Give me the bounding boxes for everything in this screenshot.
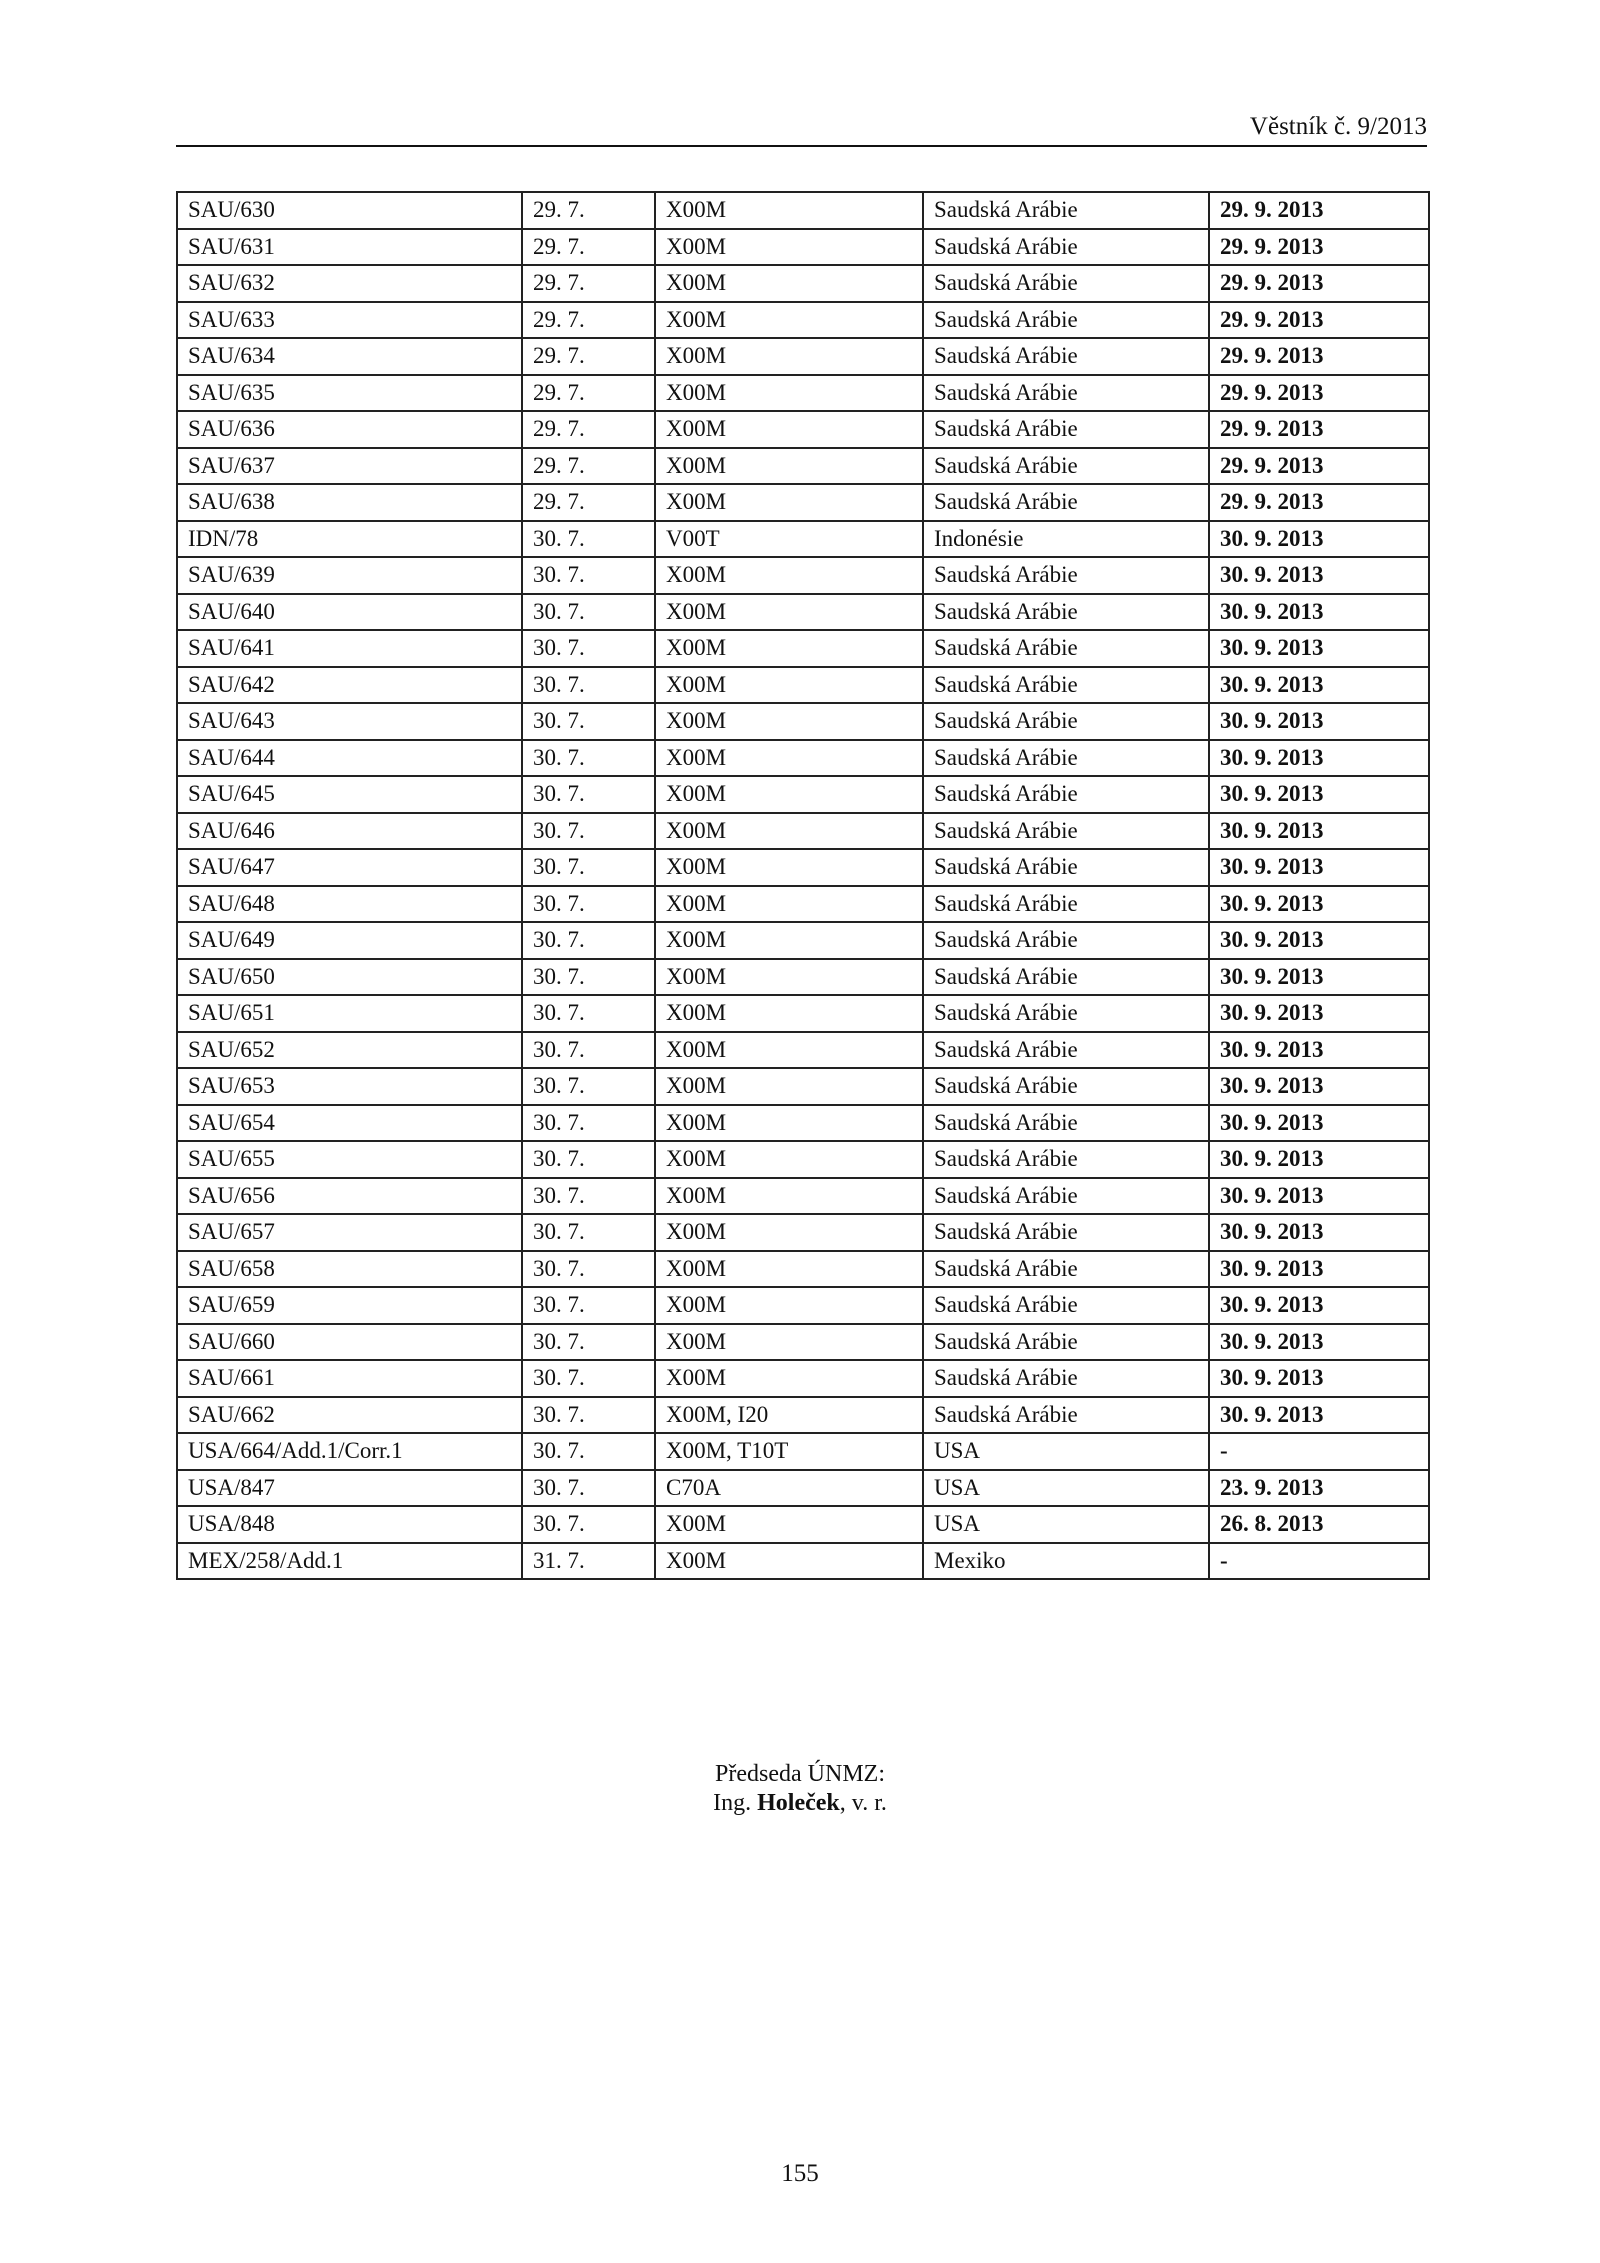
deadline-cell: 30. 9. 2013 [1209, 557, 1429, 594]
table-row [177, 521, 1429, 558]
table-row [177, 813, 1429, 850]
symbol-cell: SAU/649 [177, 922, 522, 959]
code-cell: X00M [655, 594, 923, 631]
received-cell: 30. 7. [522, 1360, 655, 1397]
signature-line [0, 1789, 1600, 1818]
symbol-cell: SAU/657 [177, 1214, 522, 1251]
country-cell: Mexiko [923, 1543, 1209, 1580]
table-row [177, 1141, 1429, 1178]
country-cell: Saudská Arábie [923, 484, 1209, 521]
received-cell: 30. 7. [522, 886, 655, 923]
code-cell: X00M [655, 338, 923, 375]
symbol-cell: SAU/633 [177, 302, 522, 339]
received-cell: 30. 7. [522, 1068, 655, 1105]
table-row [177, 448, 1429, 485]
symbol-cell: SAU/646 [177, 813, 522, 850]
table-row [177, 886, 1429, 923]
received-cell: 30. 7. [522, 521, 655, 558]
header-divider [176, 145, 1427, 147]
table-row [177, 484, 1429, 521]
country-cell: Saudská Arábie [923, 667, 1209, 704]
symbol-cell: MEX/258/Add.1 [177, 1543, 522, 1580]
code-cell: X00M [655, 229, 923, 266]
symbol-cell: SAU/654 [177, 1105, 522, 1142]
country-cell: Saudská Arábie [923, 813, 1209, 850]
table-row [177, 1470, 1429, 1507]
table-row [177, 1397, 1429, 1434]
received-cell: 30. 7. [522, 1433, 655, 1470]
country-cell: Saudská Arábie [923, 1068, 1209, 1105]
deadline-cell: 30. 9. 2013 [1209, 630, 1429, 667]
table-row [177, 1324, 1429, 1361]
symbol-cell: SAU/650 [177, 959, 522, 996]
deadline-cell: 29. 9. 2013 [1209, 302, 1429, 339]
code-cell: X00M [655, 703, 923, 740]
deadline-cell: 30. 9. 2013 [1209, 1397, 1429, 1434]
deadline-cell: - [1209, 1433, 1429, 1470]
code-cell: X00M [655, 630, 923, 667]
table-row [177, 1105, 1429, 1142]
deadline-cell: 30. 9. 2013 [1209, 1068, 1429, 1105]
received-cell: 29. 7. [522, 448, 655, 485]
deadline-cell: 29. 9. 2013 [1209, 265, 1429, 302]
code-cell: X00M [655, 667, 923, 704]
deadline-cell: 29. 9. 2013 [1209, 229, 1429, 266]
country-cell: USA [923, 1433, 1209, 1470]
symbol-cell: SAU/641 [177, 630, 522, 667]
symbol-cell: SAU/659 [177, 1287, 522, 1324]
deadline-cell: 30. 9. 2013 [1209, 776, 1429, 813]
deadline-cell: 30. 9. 2013 [1209, 1178, 1429, 1215]
country-cell: USA [923, 1506, 1209, 1543]
deadline-cell: 30. 9. 2013 [1209, 667, 1429, 704]
table-row [177, 1506, 1429, 1543]
symbol-cell: USA/847 [177, 1470, 522, 1507]
deadline-cell: 30. 9. 2013 [1209, 813, 1429, 850]
received-cell: 30. 7. [522, 1032, 655, 1069]
symbol-cell: SAU/661 [177, 1360, 522, 1397]
received-cell: 30. 7. [522, 776, 655, 813]
notification-table [176, 191, 1430, 1580]
symbol-cell: SAU/637 [177, 448, 522, 485]
country-cell: Saudská Arábie [923, 594, 1209, 631]
symbol-cell: IDN/78 [177, 521, 522, 558]
table-row [177, 776, 1429, 813]
code-cell: C70A [655, 1470, 923, 1507]
code-cell: X00M [655, 1032, 923, 1069]
symbol-cell: SAU/631 [177, 229, 522, 266]
table-row [177, 1251, 1429, 1288]
received-cell: 29. 7. [522, 265, 655, 302]
deadline-cell: 30. 9. 2013 [1209, 594, 1429, 631]
received-cell: 30. 7. [522, 1214, 655, 1251]
received-cell: 30. 7. [522, 1397, 655, 1434]
country-cell: Saudská Arábie [923, 703, 1209, 740]
table-row [177, 338, 1429, 375]
symbol-cell: SAU/660 [177, 1324, 522, 1361]
deadline-cell: 23. 9. 2013 [1209, 1470, 1429, 1507]
table-row [177, 1214, 1429, 1251]
code-cell: X00M [655, 740, 923, 777]
received-cell: 30. 7. [522, 1105, 655, 1142]
code-cell: V00T [655, 521, 923, 558]
deadline-cell: 29. 9. 2013 [1209, 411, 1429, 448]
code-cell: X00M [655, 375, 923, 412]
deadline-cell: 29. 9. 2013 [1209, 448, 1429, 485]
deadline-cell: 30. 9. 2013 [1209, 959, 1429, 996]
table-row [177, 922, 1429, 959]
deadline-cell: 30. 9. 2013 [1209, 849, 1429, 886]
deadline-cell: 30. 9. 2013 [1209, 521, 1429, 558]
country-cell: Saudská Arábie [923, 630, 1209, 667]
deadline-cell: 30. 9. 2013 [1209, 1287, 1429, 1324]
symbol-cell: SAU/640 [177, 594, 522, 631]
country-cell: Saudská Arábie [923, 375, 1209, 412]
deadline-cell: 30. 9. 2013 [1209, 995, 1429, 1032]
country-cell: Indonésie [923, 521, 1209, 558]
symbol-cell: USA/664/Add.1/Corr.1 [177, 1433, 522, 1470]
table-row [177, 849, 1429, 886]
received-cell: 30. 7. [522, 594, 655, 631]
signature-role: Předseda ÚNMZ: [715, 1761, 885, 1787]
received-cell: 30. 7. [522, 813, 655, 850]
symbol-cell: SAU/643 [177, 703, 522, 740]
code-cell: X00M [655, 1105, 923, 1142]
country-cell: Saudská Arábie [923, 448, 1209, 485]
code-cell: X00M [655, 1214, 923, 1251]
code-cell: X00M [655, 302, 923, 339]
table-row [177, 411, 1429, 448]
deadline-cell: 29. 9. 2013 [1209, 192, 1429, 229]
country-cell: Saudská Arábie [923, 1324, 1209, 1361]
code-cell: X00M [655, 411, 923, 448]
received-cell: 30. 7. [522, 1470, 655, 1507]
symbol-cell: SAU/638 [177, 484, 522, 521]
code-cell: X00M, T10T [655, 1433, 923, 1470]
signature-suffix: , v. r. [839, 1790, 887, 1816]
symbol-cell: SAU/662 [177, 1397, 522, 1434]
symbol-cell: SAU/655 [177, 1141, 522, 1178]
table-row [177, 1032, 1429, 1069]
country-cell: Saudská Arábie [923, 1251, 1209, 1288]
received-cell: 30. 7. [522, 630, 655, 667]
deadline-cell: 30. 9. 2013 [1209, 1324, 1429, 1361]
deadline-cell: 30. 9. 2013 [1209, 1251, 1429, 1288]
country-cell: Saudská Arábie [923, 1141, 1209, 1178]
received-cell: 30. 7. [522, 1178, 655, 1215]
country-cell: Saudská Arábie [923, 1178, 1209, 1215]
symbol-cell: SAU/651 [177, 995, 522, 1032]
table-row [177, 192, 1429, 229]
received-cell: 30. 7. [522, 995, 655, 1032]
table-row [177, 229, 1429, 266]
country-cell: Saudská Arábie [923, 1214, 1209, 1251]
signature-name: Holeček [757, 1790, 840, 1816]
table-row [177, 740, 1429, 777]
code-cell: X00M [655, 484, 923, 521]
received-cell: 30. 7. [522, 959, 655, 996]
symbol-cell: SAU/639 [177, 557, 522, 594]
code-cell: X00M [655, 959, 923, 996]
country-cell: Saudská Arábie [923, 959, 1209, 996]
deadline-cell: 30. 9. 2013 [1209, 1214, 1429, 1251]
code-cell: X00M [655, 1543, 923, 1580]
received-cell: 29. 7. [522, 375, 655, 412]
country-cell: Saudská Arábie [923, 995, 1209, 1032]
deadline-cell: 30. 9. 2013 [1209, 922, 1429, 959]
received-cell: 30. 7. [522, 703, 655, 740]
code-cell: X00M [655, 922, 923, 959]
code-cell: X00M [655, 1141, 923, 1178]
table-row [177, 1360, 1429, 1397]
deadline-cell: 29. 9. 2013 [1209, 338, 1429, 375]
page-number: 155 [781, 2160, 819, 2187]
received-cell: 29. 7. [522, 192, 655, 229]
deadline-cell: 29. 9. 2013 [1209, 484, 1429, 521]
received-cell: 30. 7. [522, 1287, 655, 1324]
country-cell: Saudská Arábie [923, 1397, 1209, 1434]
received-cell: 29. 7. [522, 484, 655, 521]
code-cell: X00M, I20 [655, 1397, 923, 1434]
table-row [177, 630, 1429, 667]
symbol-cell: SAU/648 [177, 886, 522, 923]
country-cell: Saudská Arábie [923, 229, 1209, 266]
code-cell: X00M [655, 1506, 923, 1543]
received-cell: 30. 7. [522, 1251, 655, 1288]
symbol-cell: SAU/652 [177, 1032, 522, 1069]
code-cell: X00M [655, 1324, 923, 1361]
table-row [177, 995, 1429, 1032]
country-cell: Saudská Arábie [923, 1032, 1209, 1069]
deadline-cell: 30. 9. 2013 [1209, 1032, 1429, 1069]
received-cell: 30. 7. [522, 740, 655, 777]
deadline-cell: 29. 9. 2013 [1209, 375, 1429, 412]
deadline-cell: 26. 8. 2013 [1209, 1506, 1429, 1543]
symbol-cell: SAU/636 [177, 411, 522, 448]
table-row [177, 959, 1429, 996]
code-cell: X00M [655, 886, 923, 923]
country-cell: USA [923, 1470, 1209, 1507]
table-row [177, 375, 1429, 412]
symbol-cell: USA/848 [177, 1506, 522, 1543]
country-cell: Saudská Arábie [923, 302, 1209, 339]
table-row [177, 1068, 1429, 1105]
country-cell: Saudská Arábie [923, 192, 1209, 229]
symbol-cell: SAU/632 [177, 265, 522, 302]
country-cell: Saudská Arábie [923, 411, 1209, 448]
received-cell: 30. 7. [522, 922, 655, 959]
received-cell: 30. 7. [522, 667, 655, 704]
code-cell: X00M [655, 192, 923, 229]
table-row [177, 703, 1429, 740]
code-cell: X00M [655, 448, 923, 485]
code-cell: X00M [655, 1360, 923, 1397]
received-cell: 29. 7. [522, 338, 655, 375]
symbol-cell: SAU/645 [177, 776, 522, 813]
deadline-cell: 30. 9. 2013 [1209, 1360, 1429, 1397]
symbol-cell: SAU/658 [177, 1251, 522, 1288]
country-cell: Saudská Arábie [923, 1287, 1209, 1324]
country-cell: Saudská Arábie [923, 776, 1209, 813]
symbol-cell: SAU/634 [177, 338, 522, 375]
country-cell: Saudská Arábie [923, 265, 1209, 302]
table-row [177, 1543, 1429, 1580]
table-row [177, 1433, 1429, 1470]
symbol-cell: SAU/647 [177, 849, 522, 886]
table-row [177, 1178, 1429, 1215]
code-cell: X00M [655, 1068, 923, 1105]
deadline-cell: - [1209, 1543, 1429, 1580]
deadline-cell: 30. 9. 2013 [1209, 1105, 1429, 1142]
symbol-cell: SAU/635 [177, 375, 522, 412]
table-row [177, 667, 1429, 704]
signature-prefix: Ing. [713, 1790, 752, 1816]
country-cell: Saudská Arábie [923, 1360, 1209, 1397]
deadline-cell: 30. 9. 2013 [1209, 1141, 1429, 1178]
symbol-cell: SAU/630 [177, 192, 522, 229]
code-cell: X00M [655, 265, 923, 302]
deadline-cell: 30. 9. 2013 [1209, 740, 1429, 777]
code-cell: X00M [655, 1287, 923, 1324]
received-cell: 30. 7. [522, 557, 655, 594]
country-cell: Saudská Arábie [923, 922, 1209, 959]
notification-table-body [177, 192, 1429, 1579]
table-row [177, 594, 1429, 631]
received-cell: 29. 7. [522, 411, 655, 448]
code-cell: X00M [655, 776, 923, 813]
table-row [177, 302, 1429, 339]
symbol-cell: SAU/653 [177, 1068, 522, 1105]
country-cell: Saudská Arábie [923, 886, 1209, 923]
symbol-cell: SAU/644 [177, 740, 522, 777]
code-cell: X00M [655, 1178, 923, 1215]
code-cell: X00M [655, 557, 923, 594]
code-cell: X00M [655, 995, 923, 1032]
received-cell: 30. 7. [522, 849, 655, 886]
code-cell: X00M [655, 813, 923, 850]
deadline-cell: 30. 9. 2013 [1209, 703, 1429, 740]
received-cell: 30. 7. [522, 1324, 655, 1361]
code-cell: X00M [655, 849, 923, 886]
table-row [177, 265, 1429, 302]
country-cell: Saudská Arábie [923, 849, 1209, 886]
deadline-cell: 30. 9. 2013 [1209, 886, 1429, 923]
country-cell: Saudská Arábie [923, 557, 1209, 594]
received-cell: 29. 7. [522, 229, 655, 266]
symbol-cell: SAU/656 [177, 1178, 522, 1215]
country-cell: Saudská Arábie [923, 1105, 1209, 1142]
country-cell: Saudská Arábie [923, 740, 1209, 777]
table-row [177, 557, 1429, 594]
table-row [177, 1287, 1429, 1324]
received-cell: 30. 7. [522, 1506, 655, 1543]
country-cell: Saudská Arábie [923, 338, 1209, 375]
received-cell: 31. 7. [522, 1543, 655, 1580]
symbol-cell: SAU/642 [177, 667, 522, 704]
received-cell: 30. 7. [522, 1141, 655, 1178]
code-cell: X00M [655, 1251, 923, 1288]
signature-block [0, 1760, 1600, 1818]
received-cell: 29. 7. [522, 302, 655, 339]
page-header-title: Věstník č. 9/2013 [1249, 113, 1427, 140]
